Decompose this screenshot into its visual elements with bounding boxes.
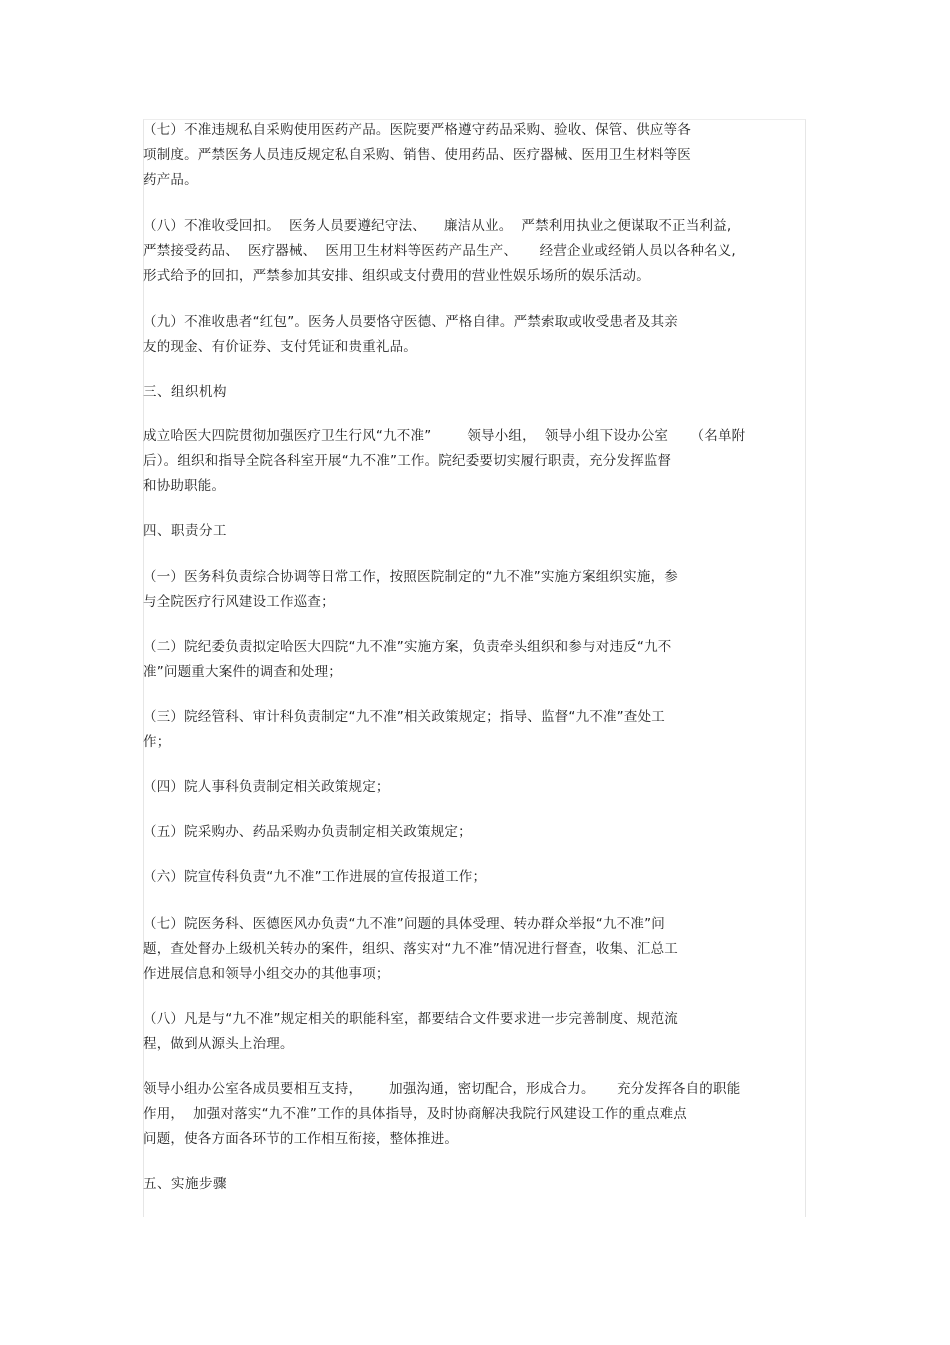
paragraph (143, 118, 691, 193)
paragraph-line: 形式给予的回扣，严禁参加其安排、组织或支付费用的营业性娱乐场所的娱乐活动。 (143, 268, 650, 284)
paragraph-line: 作； (143, 734, 171, 750)
paragraph (143, 1007, 678, 1057)
paragraph-line: 准”问题重大案件的调查和处理； (143, 664, 342, 680)
paragraph (143, 820, 472, 845)
paragraph-line: 作用， 加强对落实“九不准”工作的具体指导，及时协商解决我院行风建设工作的重点难点 (143, 1106, 687, 1122)
paragraph-line: 程，做到从源头上治理。 (143, 1036, 294, 1052)
paragraph (143, 912, 678, 987)
paragraph (143, 424, 745, 499)
paragraph (143, 635, 671, 685)
paragraph-line: 成立哈医大四院贯彻加强医疗卫生行风“九不准” 领导小组， 领导小组下设办公室 （名单附 (143, 428, 746, 444)
paragraph (143, 565, 678, 615)
heading-text: 三、组织机构 (143, 384, 227, 400)
section-heading (143, 380, 227, 405)
paragraph-line: 项制度。严禁医务人员违反规定私自采购、销售、使用药品、医疗器械、医用卫生材料等医 (143, 147, 691, 163)
paragraph-line: 和协助职能。 (143, 478, 226, 494)
paragraph-line: （六）院宣传科负责“九不准”工作进展的宣传报道工作； (143, 869, 487, 885)
paragraph-line: （九）不准收患者“红包”。医务人员要恪守医德、严格自律。严禁索取或收受患者及其亲 (143, 314, 678, 330)
paragraph-line: 药产品。 (143, 172, 198, 188)
paragraph-line: 作进展信息和领导小组交办的其他事项； (143, 966, 390, 982)
section-heading (143, 519, 227, 544)
paragraph-line: 领导小组办公室各成员要相互支持， 加强沟通，密切配合，形成合力。 充分发挥各自的职能 (143, 1081, 741, 1097)
paragraph-line: 与全院医疗行风建设工作巡查； (143, 594, 335, 610)
paragraph-line: （七）不准违规私自采购使用医药产品。医院要严格遵守药品采购、验收、保管、供应等各 (143, 122, 691, 138)
paragraph (143, 775, 390, 800)
paragraph-line: （八）凡是与“九不准”规定相关的职能科室，都要结合文件要求进一步完善制度、规范流 (143, 1011, 678, 1027)
paragraph-line: （二）院纪委负责拟定哈医大四院“九不准”实施方案，负责牵头组织和参与对违反“九不 (143, 639, 672, 655)
paragraph-line: （五）院采购办、药品采购办负责制定相关政策规定； (143, 824, 472, 840)
heading-text: 四、职责分工 (143, 523, 227, 539)
paragraph-line: 后）。组织和指导全院各科室开展“九不准”工作。院纪委要切实履行职责，充分发挥监督 (143, 453, 672, 469)
paragraph-line: （四）院人事科负责制定相关政策规定； (143, 779, 390, 795)
paragraph (143, 1077, 740, 1152)
paragraph-line: 友的现金、有价证券、支付凭证和贵重礼品。 (143, 339, 417, 355)
paragraph (143, 705, 665, 755)
paragraph (143, 865, 486, 890)
section-heading (143, 1172, 227, 1197)
paragraph (143, 310, 678, 360)
paragraph (143, 214, 736, 289)
paragraph-line: （七）院医务科、医德医风办负责“九不准”问题的具体受理、转办群众举报“九不准”问 (143, 916, 665, 932)
paragraph-line: 严禁接受药品、 医疗器械、 医用卫生材料等医药产品生产、 经营企业或经销人员以各种名义, (143, 243, 736, 259)
paragraph-line: （一）医务科负责综合协调等日常工作，按照医院制定的“九不准”实施方案组织实施，参 (143, 569, 678, 585)
paragraph-line: 问题，使各方面各环节的工作相互衔接，整体推进。 (143, 1131, 459, 1147)
paragraph-line: （三）院经管科、审计科负责制定“九不准”相关政策规定；指导、监督“九不准”查处工 (143, 709, 665, 725)
paragraph-line: （八）不准收受回扣。 医务人员要遵纪守法、 廉洁从业。 严禁利用执业之便谋取不正当利益, (143, 218, 732, 234)
heading-text: 五、实施步骤 (143, 1176, 227, 1192)
paragraph-line: 题，查处督办上级机关转办的案件，组织、落实对“九不准”情况进行督查，收集、汇总工 (143, 941, 678, 957)
